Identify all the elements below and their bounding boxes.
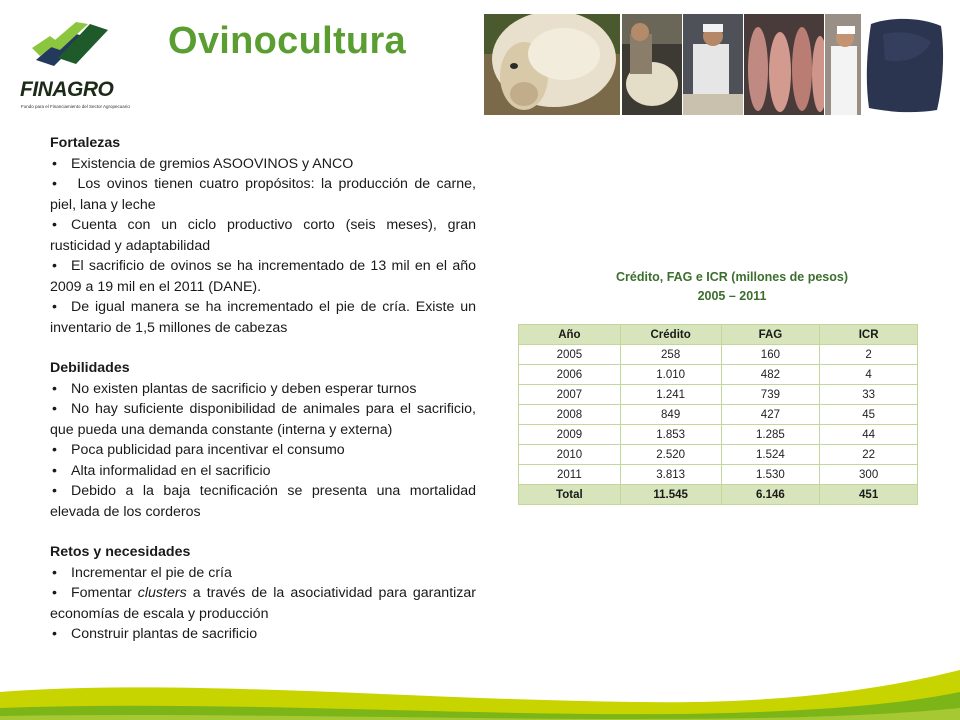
table-cell: 1.285 — [721, 425, 820, 445]
table-cell: 1.241 — [620, 385, 721, 405]
fortalezas-item: • Los ovinos tienen cuatro propósitos: la producción de carne, piel, lana y leche — [50, 174, 476, 215]
table-cell: 849 — [620, 405, 721, 425]
table-cell: 482 — [721, 365, 820, 385]
table-row — [519, 405, 918, 425]
retos-heading: Retos y necesidades — [50, 544, 191, 560]
table-cell: 2008 — [519, 405, 621, 425]
retos-item-clusters — [50, 583, 476, 624]
header-cell: Crédito — [620, 325, 721, 345]
header-cell: Año — [519, 325, 621, 345]
finagro-logo — [18, 18, 128, 108]
text-column — [50, 133, 476, 645]
table-row — [519, 425, 918, 445]
table-cell: 22 — [820, 445, 918, 465]
table-cell: 427 — [721, 405, 820, 425]
sheep-face-photo — [484, 14, 620, 115]
table-cell: 300 — [820, 465, 918, 485]
page-title: Ovinocultura — [168, 20, 406, 62]
table-cell: 2.520 — [620, 445, 721, 465]
clusters-prefix: Fomentar — [71, 585, 138, 601]
fortalezas-item: • Cuenta con un ciclo productivo corto (seis meses), gran rusticidad y adaptabilidad — [50, 215, 476, 256]
table-cell: 258 — [620, 345, 721, 365]
fortalezas-heading: Fortalezas — [50, 135, 121, 151]
meat-carcasses-photo — [744, 14, 824, 115]
finagro-emblem-icon — [28, 18, 118, 78]
retos-item: • Incrementar el pie de cría — [50, 563, 476, 584]
debilidades-item: • No hay suficiente disponibilidad de animales para el sacrificio, que pueda una demanda constante (interna y externa) — [50, 399, 476, 440]
table-cell: 44 — [820, 425, 918, 445]
table-row — [519, 445, 918, 465]
table-cell: 2010 — [519, 445, 621, 465]
total-cell: 11.545 — [620, 485, 721, 505]
worker-processing-photo — [683, 14, 743, 115]
fortalezas-item: • Existencia de gremios ASOOVINOS y ANCO — [50, 154, 476, 175]
table-cell: 1.853 — [620, 425, 721, 445]
debilidades-heading: Debilidades — [50, 360, 130, 376]
retos-item: • Construir plantas de sacrificio — [50, 624, 476, 645]
fortalezas-item: • El sacrificio de ovinos se ha incrementado de 13 mil en el año 2009 a 19 mil en el 2011 (DANE). — [50, 256, 476, 297]
fortalezas-item: • De igual manera se ha incrementado el pie de cría. Existe un inventario de 1,5 millones de cabezas — [50, 297, 476, 338]
header-cell: ICR — [820, 325, 918, 345]
total-cell: 451 — [820, 485, 918, 505]
table-title — [560, 268, 904, 306]
table-cell: 2009 — [519, 425, 621, 445]
table-cell: 2005 — [519, 345, 621, 365]
table-row — [519, 385, 918, 405]
table-cell: 739 — [721, 385, 820, 405]
table-cell: 2011 — [519, 465, 621, 485]
table-row — [519, 345, 918, 365]
header-cell: FAG — [721, 325, 820, 345]
clusters-suffix: a través de la asociatividad para garantizar economías de escala y producción — [50, 585, 476, 622]
total-cell: 6.146 — [721, 485, 820, 505]
table-cell: 160 — [721, 345, 820, 365]
table-cell: 1.524 — [721, 445, 820, 465]
table-cell: 2 — [820, 345, 918, 365]
table-cell: 2007 — [519, 385, 621, 405]
logo-subtitle: Fondo para el Financiamiento del Sector Agropecuario — [21, 104, 130, 109]
bottom-swoosh-decoration — [0, 630, 960, 720]
clusters-emphasis: clusters — [137, 585, 187, 601]
table-cell: 2006 — [519, 365, 621, 385]
worker-with-carcass-photo — [825, 14, 861, 115]
total-cell: Total — [519, 485, 621, 505]
debilidades-item: • Debido a la baja tecnificación se presenta una mortalidad elevada de los corderos — [50, 481, 476, 522]
debilidades-item: • No existen plantas de sacrificio y deben esperar turnos — [50, 379, 476, 400]
debilidades-item: • Poca publicidad para incentivar el consumo — [50, 440, 476, 461]
table-row — [519, 365, 918, 385]
debilidades-item: • Alta informalidad en el sacrificio — [50, 461, 476, 482]
wool-shearing-photo — [622, 14, 682, 115]
table-row — [519, 465, 918, 485]
table-cell: 33 — [820, 385, 918, 405]
table-cell: 3.813 — [620, 465, 721, 485]
sheepskin-leather-photo — [863, 14, 946, 115]
photo-strip — [484, 14, 946, 115]
table-cell: 45 — [820, 405, 918, 425]
table-cell: 4 — [820, 365, 918, 385]
table-cell: 1.010 — [620, 365, 721, 385]
logo-wordmark: FINAGRO — [20, 78, 114, 101]
credit-table — [518, 324, 918, 505]
table-cell: 1.530 — [721, 465, 820, 485]
table-title-line1: Crédito, FAG e ICR (millones de pesos) — [616, 270, 848, 284]
table-header-row — [519, 325, 918, 345]
table-title-line2: 2005 – 2011 — [697, 289, 767, 303]
table-total-row — [519, 485, 918, 505]
